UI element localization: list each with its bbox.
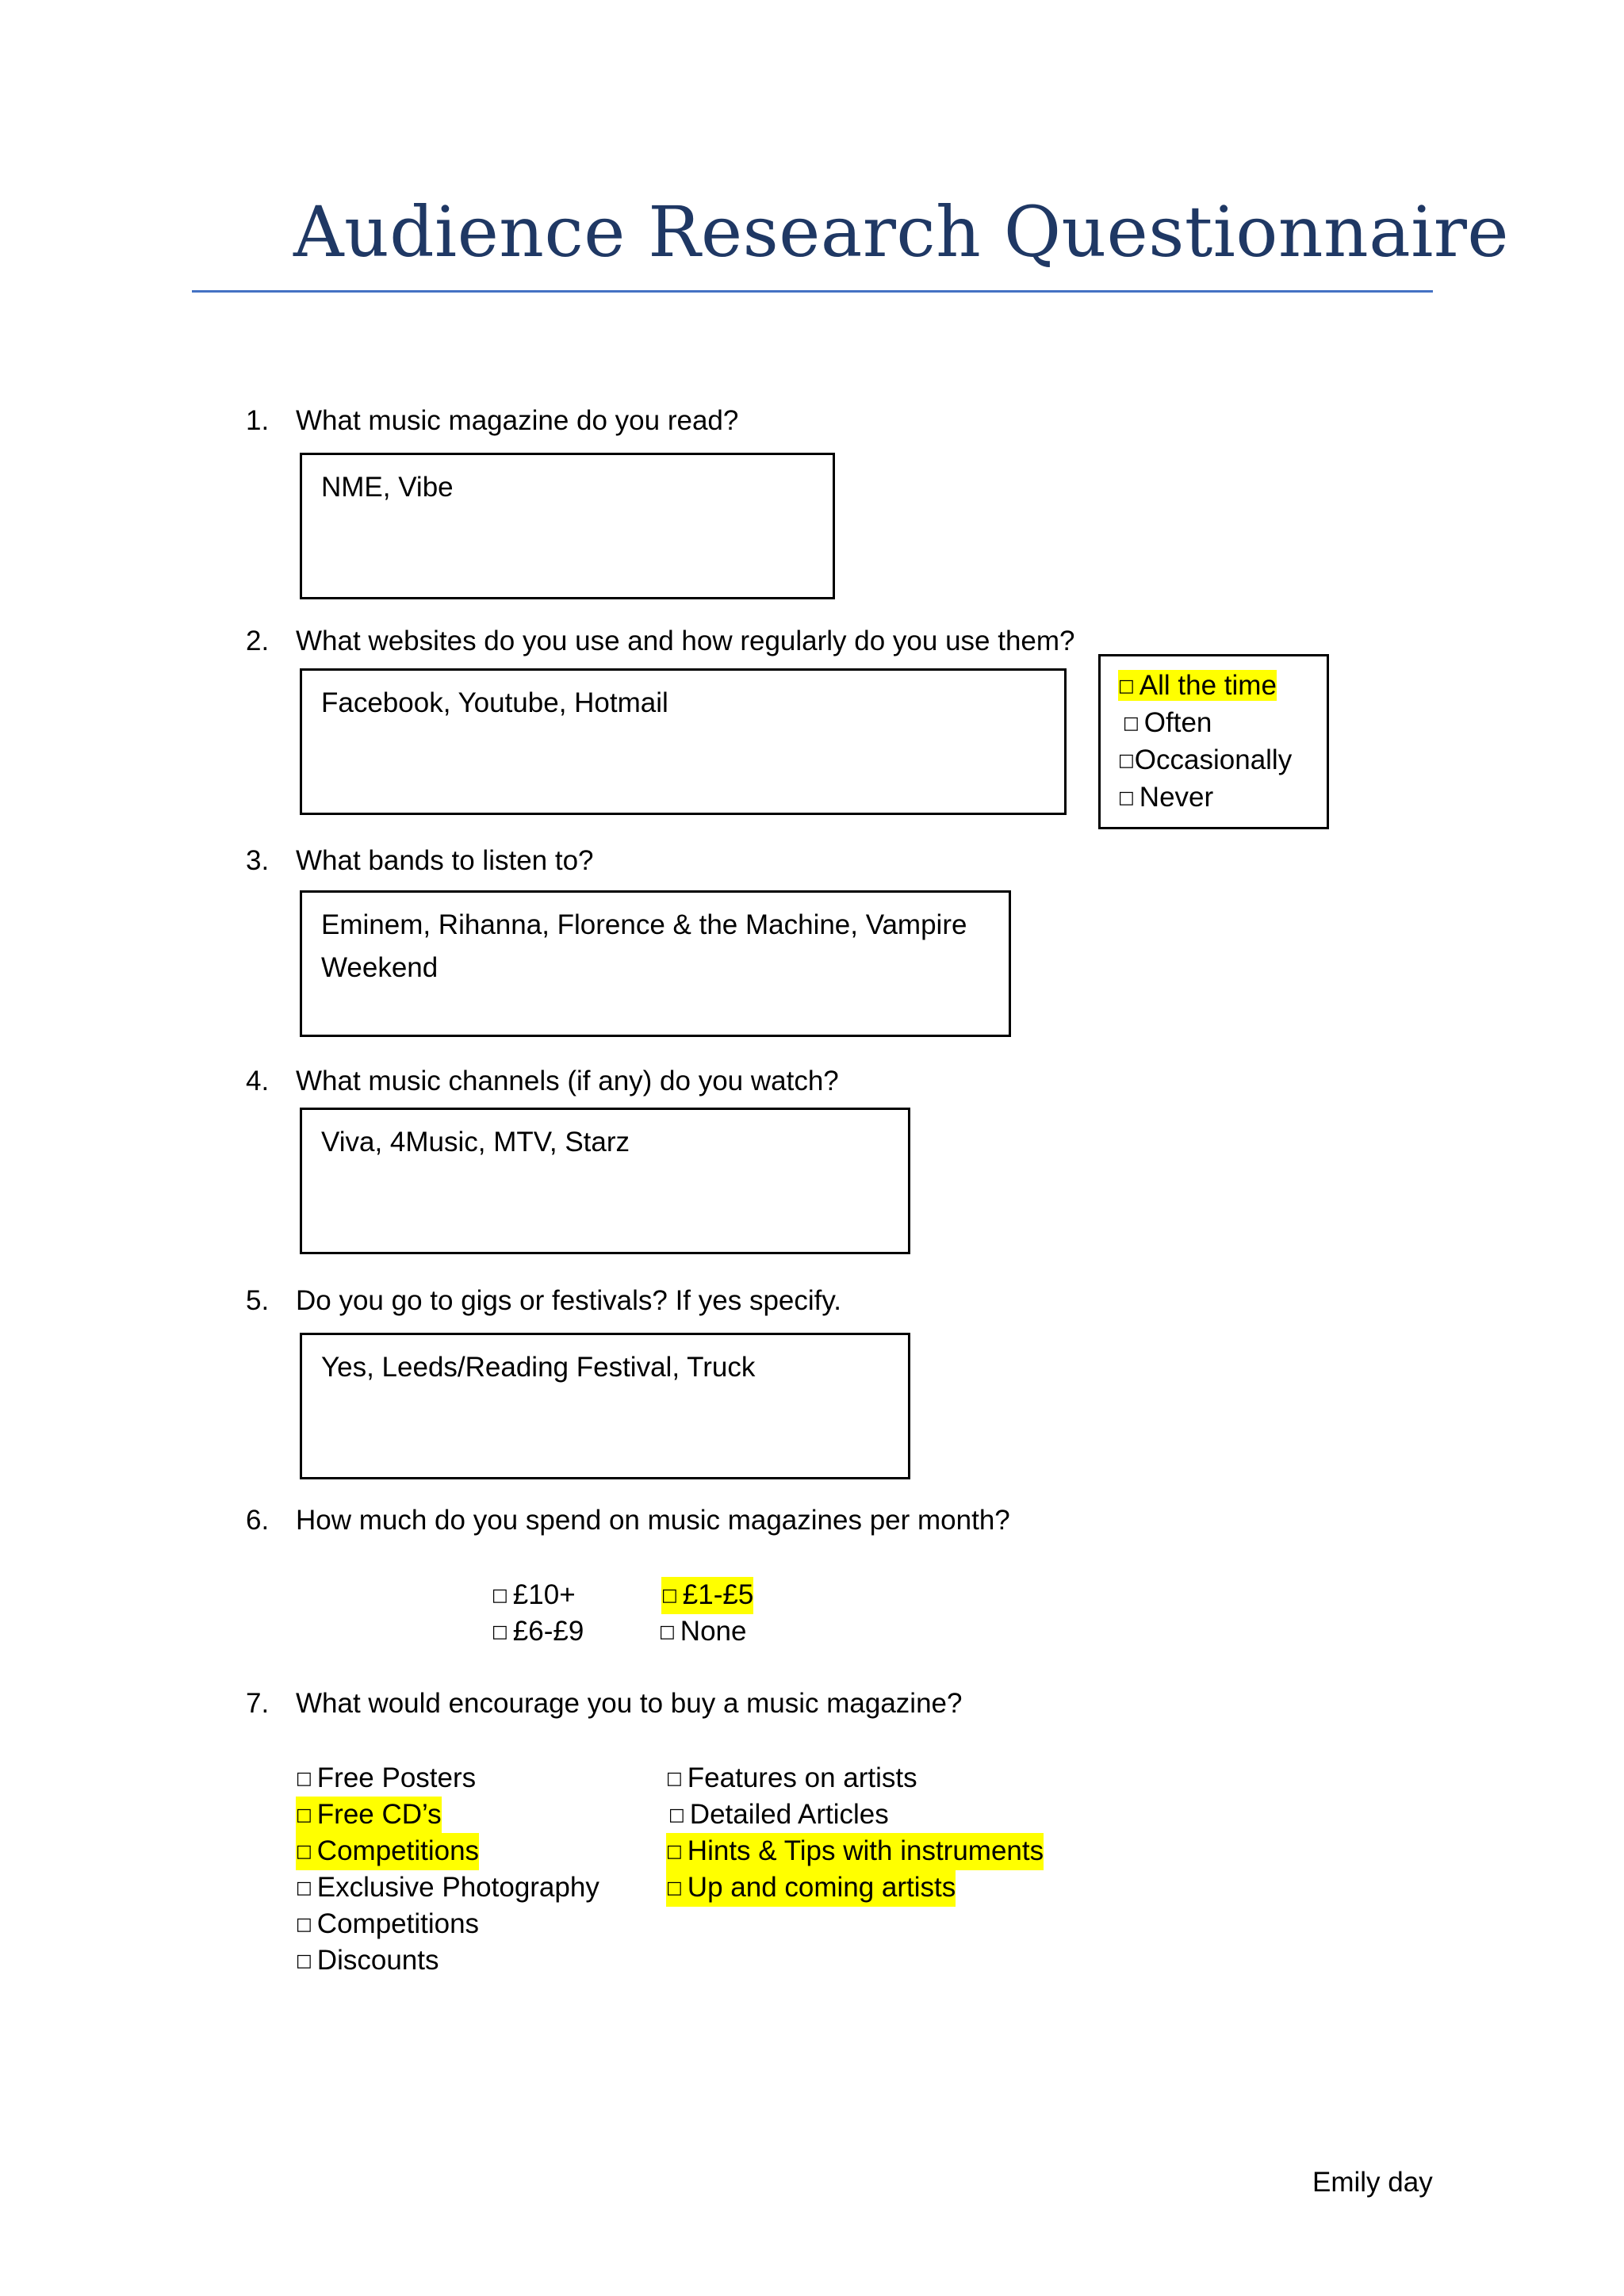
question-6-number: 6.	[246, 1505, 270, 1536]
checkbox-icon: □	[296, 1915, 312, 1934]
question-5-answer: Yes, Leeds/Reading Festival, Truck	[321, 1352, 756, 1383]
question-3-number: 3.	[246, 845, 270, 876]
question-6-text: How much do you spend on music magazines per month?	[296, 1505, 1010, 1536]
checkbox-icon: □	[492, 1586, 508, 1605]
question-5-number: 5.	[246, 1285, 270, 1316]
question-4-number: 4.	[246, 1066, 270, 1096]
spend-option-none[interactable]: □ None	[659, 1616, 747, 1647]
checkbox-icon: □	[1118, 676, 1135, 696]
encourage-option-free-posters[interactable]: □ Free Posters	[296, 1762, 477, 1793]
encourage-option-features-on-artists[interactable]: □ Features on artists	[666, 1762, 917, 1793]
checkbox-icon: □	[1118, 788, 1135, 808]
question-7-text: What would encourage you to buy a music magazine?	[296, 1688, 963, 1719]
question-5-text: Do you go to gigs or festivals? If yes specify.	[296, 1285, 842, 1316]
question-3-text: What bands to listen to?	[296, 845, 594, 876]
spend-option-6-to-9[interactable]: □ £6-£9	[492, 1616, 584, 1647]
frequency-options-box	[1098, 654, 1329, 829]
title-divider	[192, 290, 1433, 293]
question-3-answer-line-2: Weekend	[321, 952, 439, 983]
checkbox-icon: □	[296, 1842, 312, 1862]
question-2-answer: Facebook, Youtube, Hotmail	[321, 687, 668, 718]
encourage-option-discounts[interactable]: □ Discounts	[296, 1945, 439, 1976]
checkbox-icon: □	[1118, 751, 1135, 771]
frequency-option-occasionally[interactable]: □Occasionally	[1118, 744, 1293, 775]
question-1-text: What music magazine do you read?	[296, 405, 739, 436]
encourage-option-competitions[interactable]: □ Competitions	[296, 1908, 480, 1939]
question-3-answer-box[interactable]	[300, 890, 1011, 1037]
question-2-number: 2.	[246, 626, 270, 656]
page-title: Audience Research Questionnaire	[293, 191, 1509, 273]
question-4-answer-box[interactable]	[300, 1108, 910, 1254]
checkbox-icon: □	[668, 1805, 685, 1825]
checkbox-icon: □	[296, 1951, 312, 1971]
question-3-answer-line-1: Eminem, Rihanna, Florence & the Machine, Vampire	[321, 909, 967, 940]
encourage-option-detailed-articles[interactable]: □ Detailed Articles	[668, 1799, 889, 1830]
encourage-option-up-and-coming-artists[interactable]: □ Up and coming artists	[666, 1869, 956, 1907]
checkbox-icon: □	[492, 1622, 508, 1642]
checkbox-icon: □	[659, 1622, 676, 1642]
checkbox-icon: □	[1123, 714, 1139, 733]
question-2-answer-box[interactable]	[300, 668, 1067, 815]
checkbox-icon: □	[666, 1769, 683, 1789]
question-1-answer-box[interactable]	[300, 453, 835, 599]
question-1-number: 1.	[246, 405, 270, 436]
question-1-answer: NME, Vibe	[321, 472, 454, 503]
frequency-option-often[interactable]: □ Often	[1123, 707, 1212, 738]
spend-option-10-plus[interactable]: □ £10+	[492, 1579, 576, 1610]
encourage-option-competitions-highlighted[interactable]: □ Competitions	[296, 1833, 479, 1870]
checkbox-icon: □	[296, 1805, 312, 1825]
encourage-option-exclusive-photography[interactable]: □ Exclusive Photography	[296, 1872, 599, 1903]
question-2-text: What websites do you use and how regularly do you use them?	[296, 626, 1075, 656]
encourage-option-hints-tips-instruments[interactable]: □ Hints & Tips with instruments	[666, 1833, 1044, 1870]
question-4-text: What music channels (if any) do you watch?	[296, 1066, 839, 1096]
question-4-answer: Viva, 4Music, MTV, Starz	[321, 1127, 630, 1158]
author-name: Emily day	[1312, 2167, 1433, 2198]
checkbox-icon: □	[296, 1769, 312, 1789]
checkbox-icon: □	[661, 1586, 678, 1605]
encourage-option-free-cds[interactable]: □ Free CD’s	[296, 1797, 442, 1834]
question-7-number: 7.	[246, 1688, 270, 1719]
checkbox-icon: □	[666, 1878, 683, 1898]
checkbox-icon: □	[666, 1842, 683, 1862]
frequency-option-all-the-time[interactable]: □ All the time	[1118, 670, 1277, 701]
question-5-answer-box[interactable]	[300, 1333, 910, 1479]
checkbox-icon: □	[296, 1878, 312, 1898]
frequency-option-never[interactable]: □ Never	[1118, 782, 1214, 813]
spend-option-1-to-5[interactable]: □ £1-£5	[661, 1577, 753, 1614]
